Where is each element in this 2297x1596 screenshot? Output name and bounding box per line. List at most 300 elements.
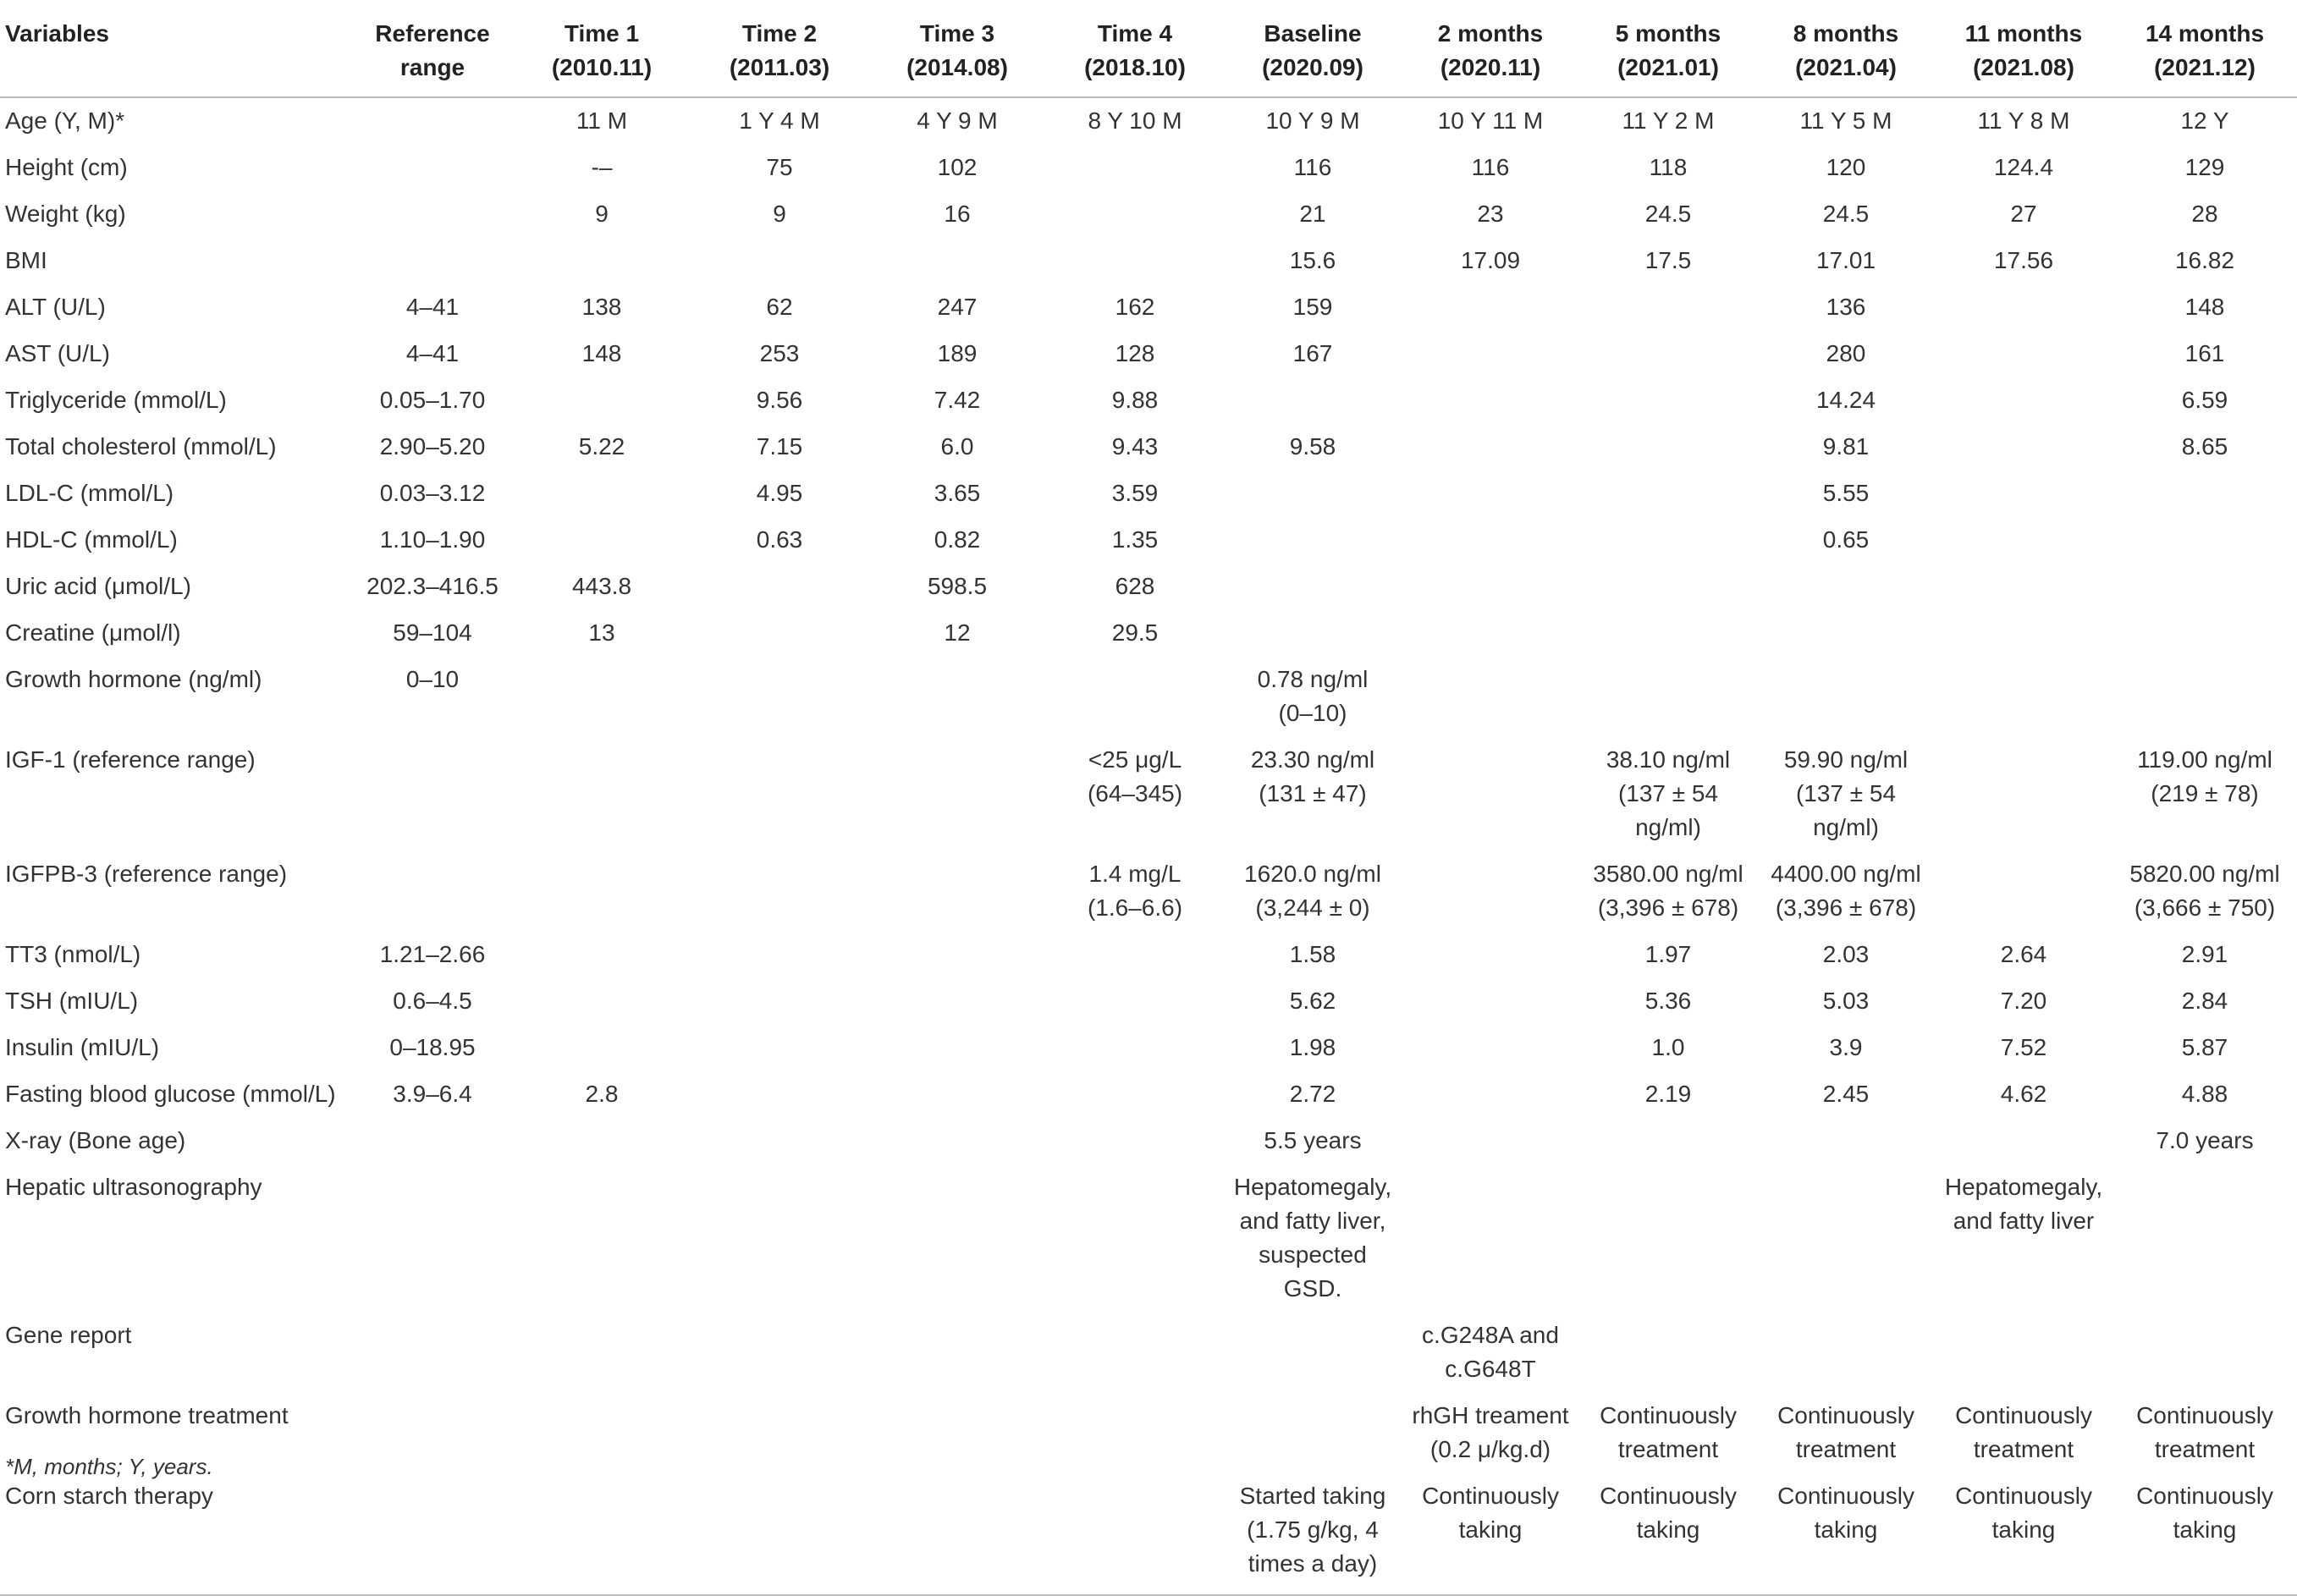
table-cell [1579, 1313, 1757, 1393]
table-cell [1935, 932, 2112, 978]
cell-text: Fasting blood glucose (mmol/L) [5, 1081, 336, 1107]
table-cell [352, 471, 513, 517]
cell-text: 1.0 [1651, 1034, 1685, 1060]
table-cell [1402, 657, 1579, 737]
cell-text: 4400.00 ng/ml [1771, 861, 1921, 887]
cell-text: treatment [2154, 1436, 2256, 1462]
table-cell [513, 737, 691, 851]
table-cell [1579, 564, 1757, 610]
cell-text: 161 [2184, 340, 2225, 366]
cell-text: 7.52 [2000, 1034, 2047, 1060]
table-body [0, 97, 2297, 1595]
cell-text: (3,396 ± 678) [1775, 894, 1917, 921]
cell-text: 162 [1115, 294, 1155, 320]
cell-text: c.G648T [1445, 1356, 1536, 1382]
table-cell [513, 978, 691, 1025]
table-cell [691, 471, 868, 517]
column-header [1935, 5, 2112, 97]
table-cell [1579, 1071, 1757, 1118]
cell-text: 17.01 [1815, 247, 1876, 273]
cell-text: Continuously [1422, 1483, 1559, 1509]
cell-text: -– [591, 154, 613, 180]
cell-text: (137 ± 54 [1795, 780, 1897, 806]
table-cell [1757, 238, 1935, 284]
cell-text: 2.90–5.20 [379, 433, 486, 460]
table-cell [1757, 471, 1935, 517]
row-label [0, 97, 352, 145]
table-cell [1579, 145, 1757, 191]
table-cell [1402, 610, 1579, 657]
table-cell [1579, 424, 1757, 471]
cell-text: ng/ml) [1635, 814, 1701, 840]
cell-text: 24.5 [1822, 201, 1870, 227]
cell-text: 4.95 [756, 480, 803, 506]
cell-text: and fatty liver, [1239, 1208, 1386, 1234]
cell-text: 59–104 [393, 619, 472, 646]
cell-text: Height (cm) [5, 154, 128, 180]
cell-text: 253 [759, 340, 800, 366]
table-cell [868, 517, 1046, 564]
cell-text: suspected [1259, 1241, 1367, 1268]
table-cell [868, 1313, 1046, 1393]
cell-text: 5.87 [2181, 1034, 2228, 1060]
cell-text: Continuously [1600, 1483, 1737, 1509]
table-cell [1224, 377, 1402, 424]
table-cell [691, 564, 868, 610]
table-cell [1224, 471, 1402, 517]
table-cell [1224, 1473, 1402, 1595]
table-cell [691, 851, 868, 932]
header-row [0, 5, 2297, 97]
table-row [0, 377, 2297, 424]
cell-text: 3.59 [1111, 480, 1159, 506]
table-cell [513, 610, 691, 657]
cell-text: 62 [766, 294, 793, 320]
cell-text: 2.45 [1822, 1081, 1870, 1107]
table-cell [1757, 1393, 1935, 1473]
table-cell [1402, 851, 1579, 932]
column-header-title: 2 months [1437, 20, 1544, 47]
table-cell [1935, 978, 2112, 1025]
cell-text: 27 [2010, 201, 2037, 227]
cell-text: (64–345) [1087, 780, 1183, 806]
table-cell [352, 424, 513, 471]
cell-text: 4 Y 9 M [917, 107, 998, 134]
table-cell [513, 145, 691, 191]
table-header [0, 5, 2297, 97]
row-label [0, 1025, 352, 1071]
table-cell [2112, 145, 2297, 191]
table-cell [1224, 851, 1402, 932]
cell-text: 0.78 ng/ml [1257, 666, 1369, 692]
cell-text: 280 [1826, 340, 1866, 366]
cell-text: 16.82 [2174, 247, 2235, 273]
table-cell [2112, 284, 2297, 331]
column-header [513, 5, 691, 97]
table-cell [352, 1164, 513, 1313]
table-cell [2112, 932, 2297, 978]
table-cell [1046, 191, 1224, 238]
cell-text: times a day) [1248, 1550, 1378, 1577]
table-cell [2112, 978, 2297, 1025]
table-cell [1935, 1071, 2112, 1118]
column-header-title: Time 3 [919, 20, 995, 47]
cell-text: 11 Y 8 M [1977, 107, 2070, 134]
table-cell [1579, 97, 1757, 145]
cell-text: 12 [944, 619, 971, 646]
cell-text: TT3 (nmol/L) [5, 941, 141, 967]
cell-text: 2.03 [1822, 941, 1870, 967]
cell-text: 118 [1649, 154, 1688, 180]
column-header-title: Time 4 [1097, 20, 1173, 47]
cell-text: 0–10 [405, 666, 460, 692]
data-table-container [0, 5, 2297, 1596]
table-cell [1224, 564, 1402, 610]
table-cell [1402, 737, 1579, 851]
column-header [1579, 5, 1757, 97]
table-cell [868, 737, 1046, 851]
table-cell [691, 145, 868, 191]
table-cell [2112, 610, 2297, 657]
cell-text: taking [1814, 1516, 1878, 1543]
table-cell [868, 471, 1046, 517]
table-cell [868, 97, 1046, 145]
cell-text: Continuously [1955, 1402, 2092, 1428]
table-row [0, 1313, 2297, 1393]
row-label [0, 1313, 352, 1393]
table-cell [1935, 377, 2112, 424]
cell-text: 7.20 [2000, 988, 2047, 1014]
cell-text: Continuously [2136, 1402, 2273, 1428]
table-cell [1935, 191, 2112, 238]
cell-text: 0–18.95 [389, 1034, 476, 1060]
column-header [691, 5, 868, 97]
table-cell [1579, 932, 1757, 978]
column-header-title: Variables [5, 20, 109, 47]
cell-text: 0.82 [934, 526, 981, 553]
table-cell [352, 238, 513, 284]
table-cell [1224, 978, 1402, 1025]
table-cell [2112, 737, 2297, 851]
table-row [0, 1025, 2297, 1071]
table-cell [1046, 145, 1224, 191]
row-label [0, 471, 352, 517]
table-cell [1046, 978, 1224, 1025]
table-cell [1402, 517, 1579, 564]
table-cell [868, 1164, 1046, 1313]
cell-text: Age (Y, M)* [5, 107, 125, 134]
cell-text: 7.15 [756, 433, 803, 460]
cell-text: 598.5 [927, 573, 988, 599]
cell-text: Hepatic ultrasonography [5, 1174, 262, 1200]
table-cell [1224, 1393, 1402, 1473]
table-cell [1046, 1071, 1224, 1118]
cell-text: 119.00 ng/ml [2137, 746, 2272, 773]
column-header-title: Time 2 [741, 20, 818, 47]
table-cell [1579, 331, 1757, 377]
cell-text: 3.9 [1829, 1034, 1863, 1060]
table-row [0, 737, 2297, 851]
table-cell [513, 1071, 691, 1118]
cell-text: 4–41 [405, 294, 460, 320]
table-cell [1579, 517, 1757, 564]
column-header [1402, 5, 1579, 97]
cell-text: (219 ± 78) [2151, 780, 2259, 806]
cell-text: 116 [1471, 154, 1510, 180]
table-row [0, 145, 2297, 191]
cell-text: 4.62 [2000, 1081, 2047, 1107]
column-header-subtitle: (2018.10) [1084, 54, 1186, 80]
table-cell [1224, 1071, 1402, 1118]
cell-text: 75 [766, 154, 793, 180]
cell-text: 3.9–6.4 [393, 1081, 472, 1107]
table-cell [1757, 284, 1935, 331]
cell-text: 8.65 [2181, 433, 2228, 460]
cell-text: Total cholesterol (mmol/L) [5, 433, 277, 460]
table-cell [1935, 331, 2112, 377]
cell-text: 2.84 [2181, 988, 2228, 1014]
cell-text: 9.88 [1111, 387, 1159, 413]
cell-text: Gene report [5, 1322, 132, 1348]
table-cell [1757, 1025, 1935, 1071]
cell-text: 9 [595, 201, 609, 227]
table-row [0, 851, 2297, 932]
table-cell [868, 1025, 1046, 1071]
table-cell [1046, 851, 1224, 932]
table-cell [1224, 1025, 1402, 1071]
table-cell [691, 932, 868, 978]
table-cell [868, 978, 1046, 1025]
table-cell [691, 978, 868, 1025]
table-row [0, 978, 2297, 1025]
cell-text: (0.2 μ/kg.d) [1429, 1436, 1551, 1462]
cell-text: 2.19 [1644, 1081, 1692, 1107]
table-row [0, 97, 2297, 145]
table-cell [691, 610, 868, 657]
table-cell [1046, 517, 1224, 564]
table-cell [1046, 610, 1224, 657]
table-cell [1579, 978, 1757, 1025]
cell-text: Insulin (mIU/L) [5, 1034, 160, 1060]
cell-text: Creatine (μmol/l) [5, 619, 181, 646]
table-row [0, 1473, 2297, 1595]
cell-text: 9.56 [756, 387, 803, 413]
table-cell [1402, 471, 1579, 517]
table-cell [691, 97, 868, 145]
table-row [0, 1071, 2297, 1118]
table-cell [1046, 737, 1224, 851]
column-header-subtitle: (2021.01) [1617, 54, 1719, 80]
cell-text: HDL-C (mmol/L) [5, 526, 178, 553]
table-cell [691, 517, 868, 564]
cell-text: 14.24 [1815, 387, 1876, 413]
cell-text: 1.4 mg/L [1088, 861, 1182, 887]
table-row [0, 932, 2297, 978]
table-cell [513, 517, 691, 564]
cell-text: 136 [1826, 294, 1866, 320]
table-cell [691, 191, 868, 238]
table-row [0, 564, 2297, 610]
cell-text: and fatty liver [1953, 1208, 2095, 1234]
cell-text: 2.64 [2000, 941, 2047, 967]
cell-text: (1.6–6.6) [1087, 894, 1183, 921]
column-header [352, 5, 513, 97]
cell-text: 120 [1826, 154, 1866, 180]
table-cell [1402, 191, 1579, 238]
cell-text: taking [1636, 1516, 1700, 1543]
table-cell [1757, 932, 1935, 978]
column-header-title: 14 months [2145, 20, 2265, 47]
table-cell [1757, 517, 1935, 564]
cell-text: 4.88 [2181, 1081, 2228, 1107]
cell-text: 5.55 [1822, 480, 1870, 506]
cell-text: treatment [1617, 1436, 1719, 1462]
table-cell [691, 1393, 868, 1473]
table-cell [352, 737, 513, 851]
row-label [0, 932, 352, 978]
table-cell [691, 1313, 868, 1393]
table-cell [1935, 1164, 2112, 1313]
table-cell [1935, 1473, 2112, 1595]
table-cell [1402, 97, 1579, 145]
table-cell [1046, 564, 1224, 610]
cell-text: 159 [1292, 294, 1333, 320]
cell-text: 6.59 [2181, 387, 2228, 413]
table-cell [1579, 1025, 1757, 1071]
table-row [0, 1164, 2297, 1313]
cell-text: Corn starch therapy [5, 1483, 213, 1509]
table-cell [1935, 97, 2112, 145]
table-cell [1757, 564, 1935, 610]
cell-text: 138 [581, 294, 622, 320]
table-cell [691, 377, 868, 424]
table-cell [352, 1473, 513, 1595]
cell-text: 1.97 [1644, 941, 1692, 967]
cell-text: 124.4 [1993, 154, 2054, 180]
row-label [0, 1473, 352, 1595]
row-label [0, 191, 352, 238]
data-table [0, 5, 2297, 1596]
table-cell [1935, 851, 2112, 932]
table-cell [1579, 1473, 1757, 1595]
table-cell [1757, 331, 1935, 377]
table-cell [513, 1313, 691, 1393]
cell-text: 5.62 [1289, 988, 1336, 1014]
table-cell [1579, 657, 1757, 737]
cell-text: BMI [5, 247, 47, 273]
table-cell [2112, 1393, 2297, 1473]
cell-text: (1.75 g/kg, 4 [1247, 1516, 1379, 1543]
cell-text: taking [1991, 1516, 2056, 1543]
cell-text: 5.5 years [1264, 1127, 1362, 1153]
table-cell [1935, 610, 2112, 657]
table-cell [1046, 97, 1224, 145]
table-cell [2112, 377, 2297, 424]
cell-text: 1 Y 4 M [739, 107, 820, 134]
table-cell [2112, 517, 2297, 564]
column-header-subtitle: (2021.08) [1973, 54, 2074, 80]
table-cell [2112, 331, 2297, 377]
cell-text: 2.72 [1289, 1081, 1336, 1107]
table-cell [2112, 471, 2297, 517]
table-cell [691, 1473, 868, 1595]
table-cell [691, 331, 868, 377]
table-cell [1224, 1118, 1402, 1164]
table-cell [1046, 1118, 1224, 1164]
cell-text: 202.3–416.5 [366, 573, 499, 599]
cell-text: 9.81 [1822, 433, 1870, 460]
cell-text: taking [2173, 1516, 2237, 1543]
cell-text: rhGH treament [1412, 1402, 1569, 1428]
table-cell [1579, 610, 1757, 657]
cell-text: 17.09 [1460, 247, 1521, 273]
table-cell [1935, 1393, 2112, 1473]
table-cell [352, 1071, 513, 1118]
table-cell [352, 1393, 513, 1473]
cell-text: 0.03–3.12 [379, 480, 486, 506]
column-header-title: 8 months [1793, 20, 1899, 47]
table-cell [513, 97, 691, 145]
cell-text: 116 [1293, 154, 1332, 180]
table-cell [691, 657, 868, 737]
table-cell [352, 851, 513, 932]
table-cell [1935, 517, 2112, 564]
table-row [0, 191, 2297, 238]
table-cell [513, 284, 691, 331]
row-label [0, 377, 352, 424]
cell-text: 9.58 [1289, 433, 1336, 460]
row-label [0, 1118, 352, 1164]
table-cell [691, 1118, 868, 1164]
table-cell [1046, 331, 1224, 377]
cell-text: 189 [937, 340, 978, 366]
row-label [0, 851, 352, 932]
table-cell [1224, 517, 1402, 564]
column-header-subtitle: (2020.11) [1440, 54, 1541, 80]
table-cell [1757, 145, 1935, 191]
table-cell [1046, 377, 1224, 424]
cell-text: 23 [1477, 201, 1504, 227]
table-cell [2112, 238, 2297, 284]
row-label [0, 284, 352, 331]
table-cell [1224, 737, 1402, 851]
column-header-subtitle: (2011.03) [729, 54, 830, 80]
cell-text: 0.05–1.70 [379, 387, 486, 413]
table-cell [1579, 737, 1757, 851]
cell-text: 17.56 [1993, 247, 2054, 273]
table-cell [513, 471, 691, 517]
table-cell [691, 1164, 868, 1313]
table-cell [1402, 1164, 1579, 1313]
table-footnote: *M, months; Y, years. [5, 1454, 213, 1479]
table-cell [1757, 377, 1935, 424]
cell-text: AST (U/L) [5, 340, 110, 366]
table-cell [2112, 851, 2297, 932]
table-cell [1935, 737, 2112, 851]
table-row [0, 238, 2297, 284]
cell-text: 7.0 years [2156, 1127, 2254, 1153]
cell-text: 59.90 ng/ml [1783, 746, 1909, 773]
cell-text: 9 [773, 201, 786, 227]
table-cell [1224, 1164, 1402, 1313]
cell-text: Triglyceride (mmol/L) [5, 387, 227, 413]
cell-text: Continuously [1600, 1402, 1737, 1428]
cell-text: Continuously [1777, 1483, 1914, 1509]
row-label [0, 1164, 352, 1313]
table-cell [513, 851, 691, 932]
cell-text: 8 Y 10 M [1088, 107, 1182, 134]
cell-text: Continuously [2136, 1483, 2273, 1509]
